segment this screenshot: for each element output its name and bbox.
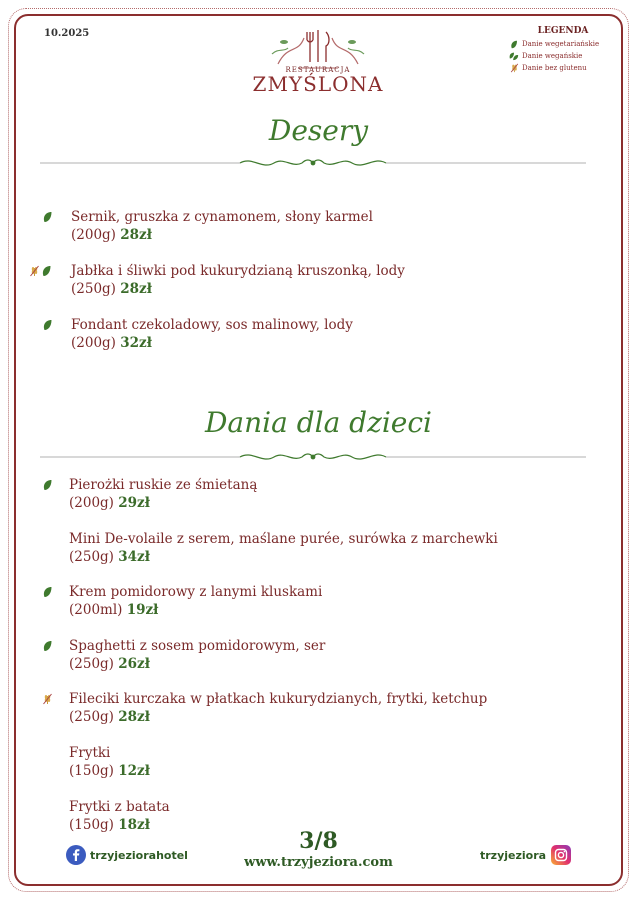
item-portion: (200g) — [69, 495, 114, 511]
item-price: 28zł — [120, 281, 152, 297]
item-price: 26zł — [118, 656, 150, 672]
menu-item — [56, 583, 596, 619]
item-portion: (200g) — [71, 335, 116, 351]
menu-item — [56, 262, 596, 298]
menu-date: 10.2025 — [44, 28, 90, 39]
wheat-crossed-icon — [29, 265, 40, 277]
instagram-icon — [551, 845, 571, 865]
leaf-icon — [42, 319, 53, 331]
legend-title: LEGENDA — [537, 26, 589, 36]
item-portion: (200g) — [71, 227, 116, 243]
legend-item-gluten-free — [508, 62, 618, 74]
ornament-divider — [40, 448, 586, 466]
menu-item — [56, 637, 596, 673]
item-name: Krem pomidorowy z lanymi kluskami — [69, 584, 323, 600]
item-price: 29zł — [118, 495, 150, 511]
ornament-divider — [40, 154, 586, 172]
item-portion: (150g) — [69, 763, 114, 779]
item-portion: (250g) — [69, 549, 114, 565]
menu-item — [56, 530, 596, 566]
menu-item — [56, 690, 596, 726]
legend-label: Danie wegańskie — [522, 52, 583, 60]
section-title-kids: Dania dla dzieci — [204, 406, 433, 439]
item-price: 28zł — [120, 227, 152, 243]
legend-label: Danie bez glutenu — [522, 64, 587, 72]
page-number: 3/8 — [299, 828, 338, 854]
item-price: 18zł — [118, 817, 150, 833]
item-portion: (250g) — [71, 281, 116, 297]
instagram-handle: trzyjeziora — [480, 848, 547, 862]
item-name: Sernik, gruszka z cynamonem, słony karmel — [71, 209, 373, 225]
menu-item — [56, 208, 596, 244]
item-portion: (250g) — [69, 709, 114, 725]
legend — [508, 26, 618, 74]
leaf-icon — [42, 479, 53, 491]
wheat-crossed-icon — [508, 63, 520, 73]
item-name: Frytki — [69, 745, 111, 761]
double-leaf-icon — [508, 51, 520, 61]
menu-item — [56, 316, 596, 352]
menu-item — [56, 744, 596, 780]
logo-emblem-icon — [258, 24, 378, 70]
facebook-handle: trzyjeziorahotel — [90, 848, 188, 862]
menu-item — [56, 476, 596, 512]
instagram-link[interactable] — [480, 845, 571, 865]
leaf-icon — [42, 211, 53, 223]
item-name: Fondant czekoladowy, sos malinowy, lody — [71, 317, 353, 333]
legend-item-vegetarian — [508, 38, 618, 50]
item-price: 19zł — [126, 602, 159, 618]
item-price: 34zł — [118, 549, 150, 565]
item-name: Spaghetti z sosem pomidorowym, ser — [69, 638, 326, 654]
item-portion: (250g) — [69, 656, 114, 672]
item-price: 32zł — [120, 335, 152, 351]
wheat-crossed-icon — [42, 693, 53, 705]
item-price: 12zł — [118, 763, 150, 779]
legend-label: Danie wegetariańskie — [522, 40, 600, 48]
leaf-icon — [41, 265, 52, 277]
legend-item-vegan — [508, 50, 618, 62]
logo-name: ZMYŚLONA — [252, 72, 384, 96]
item-price: 28zł — [118, 709, 150, 725]
item-name: Pierożki ruskie ze śmietaną — [69, 477, 258, 493]
leaf-icon — [508, 40, 520, 49]
leaf-icon — [42, 586, 53, 598]
section-title-desserts: Desery — [268, 114, 369, 147]
item-name: Fileciki kurczaka w płatkach kukurydzianych, frytki, ketchup — [69, 691, 488, 707]
item-portion: (150g) — [69, 817, 114, 833]
item-name: Frytki z batata — [69, 799, 170, 815]
item-name: Mini De-volaile z serem, maślane purée, surówka z marchewki — [69, 531, 498, 547]
restaurant-logo — [248, 24, 388, 104]
website-link[interactable]: www.trzyjeziora.com — [244, 855, 393, 870]
leaf-icon — [42, 640, 53, 652]
item-portion: (200ml) — [69, 602, 123, 618]
logo-subtitle: RESTAURACJA — [285, 66, 351, 74]
item-name: Jabłka i śliwki pod kukurydzianą kruszonką, lody — [71, 263, 405, 279]
